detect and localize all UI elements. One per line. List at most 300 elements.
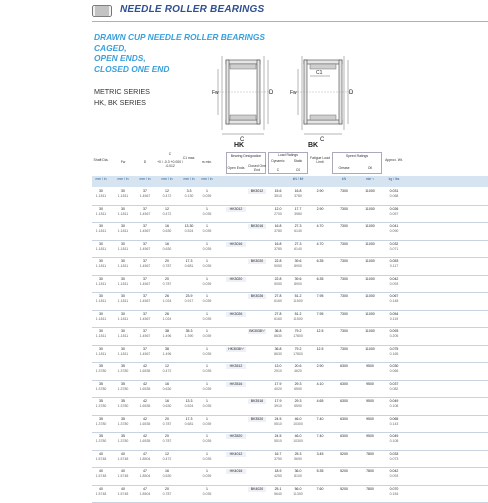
table-cell-subvalue: 1.1811 — [117, 351, 129, 356]
table-cell-oil — [358, 277, 382, 282]
table-cell-stat — [288, 224, 308, 234]
table-cell-value: 2.90 — [316, 189, 324, 193]
table-cell-oil — [358, 347, 382, 352]
unit-label: mm / in — [95, 177, 107, 181]
table-cell-open — [226, 277, 246, 282]
table-cell-grease — [332, 487, 356, 492]
table-cell-oil — [358, 259, 382, 264]
svg-text:C: C — [320, 137, 325, 143]
table-cell-value: 11000 — [365, 276, 375, 281]
table-cell-value: 9500 — [366, 434, 374, 438]
table-cell-subvalue: 0.039 — [202, 439, 212, 443]
table-cell-value: 47 — [143, 451, 147, 456]
table-cell-value: 1 — [206, 434, 208, 438]
table-cell-subvalue: 0.630 — [162, 404, 172, 408]
table-cell-d — [138, 294, 152, 304]
table-cell-subvalue: 0.524 — [184, 229, 194, 233]
table-cell-value: 47 — [143, 469, 147, 473]
table-cell-c — [156, 417, 178, 427]
table-cell-stat — [288, 242, 308, 252]
table-cell-fat — [310, 382, 330, 387]
table-cell-subvalue: 0.090 — [389, 229, 399, 233]
table-cell-value: 11000 — [365, 241, 375, 246]
table-cell-open — [226, 347, 246, 352]
table-cell-value: 4.10 — [316, 381, 324, 386]
table-cell-dyn — [268, 312, 288, 322]
table-cell-subvalue: 1.3780 — [95, 439, 107, 443]
table-cell-oil — [358, 487, 382, 492]
table-cell-value: 36.8 — [274, 346, 282, 351]
table-cell-value: 38 — [165, 329, 169, 333]
table-cell-grease — [332, 242, 356, 247]
table-cell-subvalue: 3780 — [274, 229, 282, 233]
table-cell-subvalue: 0.039 — [202, 369, 212, 373]
table-cell-subvalue: 0.039 — [202, 211, 212, 216]
table-cell-value: 40 — [121, 469, 125, 473]
svg-text:C1: C1 — [316, 70, 323, 76]
table-cell-subvalue: 0.472 — [162, 456, 172, 461]
table-cell-value: 16.7 — [274, 451, 282, 456]
table-cell-wt — [384, 189, 404, 199]
table-cell-c1 — [182, 259, 196, 269]
table-cell-subvalue: 1.8504 — [139, 474, 151, 478]
col-header-dynamic: Dynamic — [271, 159, 285, 163]
table-cell-shaft — [92, 224, 110, 234]
table-cell-open — [226, 207, 246, 212]
table-cell-subvalue: 1.5748 — [117, 456, 129, 461]
table-cell-c — [156, 364, 178, 374]
table-cell-value: 27.8 — [274, 311, 282, 316]
table-cell-shaft — [92, 312, 110, 322]
table-cell-d — [138, 382, 152, 392]
table-cell-subvalue: 1.3780 — [117, 404, 129, 408]
table-cell-fw — [116, 189, 130, 199]
table-cell-value: 6300 — [340, 434, 348, 438]
table-cell-oil — [358, 312, 382, 317]
table-cell-subvalue: 5510 — [274, 439, 282, 443]
bearing-icon — [92, 5, 112, 17]
table-cell-subvalue: 1.4567 — [139, 264, 151, 268]
table-cell-subvalue: 1.3780 — [95, 369, 107, 373]
table-cell-value: 1 — [206, 399, 208, 403]
section-title-line: CAGED, — [94, 42, 127, 53]
table-cell-subvalue: 1.390 — [184, 334, 194, 338]
table-cell-value: 37 — [143, 294, 147, 298]
table-cell-value: 35 — [99, 399, 103, 403]
table-cell-subvalue: 0.787 — [162, 264, 172, 268]
table-cell-subvalue: 0.524 — [184, 404, 194, 408]
table-cell-d — [138, 469, 152, 479]
c-dimension-label: C — [240, 137, 245, 143]
table-cell-value: 1 — [206, 189, 208, 193]
table-cell-value: 35 — [121, 434, 125, 438]
table-cell-value: 37 — [143, 329, 147, 333]
table-cell-value: 30 — [99, 311, 103, 316]
unit-label: kg / lbs — [388, 177, 400, 181]
table-cell-value: 1 — [206, 381, 208, 386]
table-cell-subvalue: 0.066 — [389, 369, 399, 373]
table-cell-value: 17.9 — [274, 399, 282, 403]
table-cell-value: 1 — [206, 241, 208, 246]
table-cell-r — [200, 452, 214, 462]
table-cell-c — [156, 294, 178, 304]
table-cell-fat — [310, 242, 330, 247]
table-cell-subvalue: 1.3780 — [117, 386, 129, 391]
table-cell-oil — [358, 242, 382, 247]
table-cell-subvalue: 0.472 — [162, 369, 172, 373]
table-cell-value: 0.032 — [389, 241, 399, 246]
table-cell-subvalue: 5050 — [274, 281, 282, 286]
table-cell-r — [200, 259, 214, 269]
table-cell-stat — [288, 382, 308, 392]
section-title-line: CLOSED ONE END — [94, 63, 170, 74]
table-cell-value: 40 — [121, 451, 125, 456]
row-divider — [92, 275, 488, 276]
table-cell-subvalue: 0.205 — [389, 334, 399, 338]
header-divider — [92, 21, 488, 22]
table-cell-subvalue: 1.4567 — [139, 334, 151, 338]
table-cell-closed — [248, 487, 266, 492]
table-cell-shaft — [92, 452, 110, 462]
table-cell-fw — [116, 259, 130, 269]
table-cell-value: BK3520 — [250, 416, 264, 421]
table-cell-stat — [288, 399, 308, 409]
table-cell-value: 24.5 — [274, 434, 282, 438]
table-cell-subvalue: 11500 — [293, 316, 303, 321]
row-divider — [92, 222, 488, 223]
table-cell-value: BK3516 — [250, 399, 264, 403]
table-cell-d — [138, 312, 152, 322]
col-header-c-tol: +0 / -0.3 +0.000 / -0.012 — [157, 160, 183, 168]
table-cell-value: 7.40 — [316, 434, 324, 438]
table-cell-oil — [358, 329, 382, 334]
table-cell-shaft — [92, 259, 110, 269]
table-cell-r — [200, 224, 214, 234]
table-cell-dyn — [268, 224, 288, 234]
table-cell-shaft — [92, 294, 110, 304]
table-cell-subvalue: 0.143 — [389, 421, 399, 426]
table-cell-value: 0.042 — [389, 469, 399, 473]
table-cell-wt — [384, 417, 404, 427]
series-line: HK, BK SERIES — [94, 98, 146, 107]
table-cell-value: 7300 — [340, 241, 348, 246]
table-cell-subvalue: 0.039 — [202, 299, 212, 303]
table-cell-subvalue: 1.1811 — [95, 351, 107, 356]
table-cell-subvalue: 1.1811 — [95, 316, 107, 321]
table-cell-dyn — [268, 417, 288, 427]
table-cell-value: 9500 — [366, 399, 374, 403]
table-cell-r — [200, 277, 214, 287]
table-cell-value: 11000 — [365, 224, 375, 228]
table-cell-value: 1 — [206, 276, 208, 281]
table-cell-subvalue: 3750 — [274, 456, 282, 461]
unit-label: mm / in — [201, 177, 213, 181]
table-cell-value: 13.30 — [184, 224, 194, 228]
table-cell-d — [138, 417, 152, 427]
table-cell-subvalue: 5640 — [274, 491, 282, 496]
table-cell-c — [156, 189, 178, 199]
table-cell-value: 4.65 — [316, 399, 324, 403]
table-cell-shaft — [92, 277, 110, 287]
table-cell-value: 1 — [206, 469, 208, 473]
table-cell-value: 1 — [206, 259, 208, 263]
bk-label: BK — [308, 142, 319, 149]
table-cell-subvalue: 8630 — [274, 351, 282, 356]
table-cell-dyn — [268, 452, 288, 462]
table-cell-subvalue: 1.4567 — [139, 194, 151, 198]
table-cell-oil — [358, 294, 382, 299]
table-cell-subvalue: 1.024 — [162, 299, 172, 303]
table-cell-dyn — [268, 469, 288, 479]
table-cell-value: 7.40 — [316, 416, 324, 421]
table-cell-value: 7300 — [340, 224, 348, 228]
table-cell-wt — [384, 364, 404, 374]
table-cell-fat — [310, 189, 330, 194]
col-header-grease: Grease — [338, 166, 350, 170]
table-cell-shaft — [92, 469, 110, 479]
table-cell-r — [200, 329, 214, 339]
table-cell-value: HK3026 — [229, 311, 243, 316]
col-header-designation: Bearing Designation — [230, 154, 262, 158]
table-cell-subvalue: 0.073 — [389, 456, 399, 461]
table-cell-r — [200, 417, 214, 427]
table-cell-grease — [332, 382, 356, 387]
table-cell-value: 30 — [99, 276, 103, 281]
table-cell-c — [156, 224, 178, 234]
table-cell-value: 30 — [121, 259, 125, 263]
table-cell-c — [156, 399, 178, 409]
table-cell-c1 — [182, 399, 196, 409]
table-cell-subvalue: 5690 — [294, 456, 302, 461]
table-cell-value: 5200 — [340, 486, 348, 491]
table-cell-subvalue: 1.496 — [162, 334, 172, 338]
table-cell-value: 7300 — [340, 259, 348, 263]
table-cell-c1 — [182, 224, 196, 234]
table-cell-value: 30 — [121, 311, 125, 316]
table-cell-open — [226, 242, 246, 247]
row-divider — [92, 362, 488, 363]
table-cell-subvalue: 3780 — [274, 246, 282, 251]
table-cell-value: 37 — [143, 346, 147, 351]
table-cell-r — [200, 364, 214, 374]
table-cell-value: 1 — [206, 451, 208, 456]
table-cell-subvalue: 1.1811 — [117, 211, 129, 216]
table-cell-grease — [332, 469, 356, 474]
table-cell-value: BK4020 — [250, 486, 264, 491]
table-cell-subvalue: 1.8504 — [139, 456, 151, 461]
table-cell-subvalue: 0.165 — [389, 351, 399, 356]
table-cell-subvalue: 4020 — [274, 386, 282, 391]
table-cell-c — [156, 259, 178, 269]
table-cell-value: 12.5 — [316, 346, 324, 351]
table-cell-wt — [384, 469, 404, 479]
table-cell-r — [200, 207, 214, 217]
table-cell-wt — [384, 277, 404, 287]
table-cell-value: 26 — [165, 294, 169, 298]
table-cell-d — [138, 207, 152, 217]
table-cell-stat — [288, 294, 308, 304]
table-cell-value: 42 — [143, 434, 147, 438]
table-cell-r — [200, 189, 214, 199]
table-cell-subvalue: 6140 — [294, 246, 302, 251]
table-cell-shaft — [92, 329, 110, 339]
table-cell-value: 42 — [143, 381, 147, 386]
table-cell-subvalue: 0.057 — [389, 211, 399, 216]
table-cell-value: BK3016 — [250, 224, 264, 228]
table-cell-value: 17.3 — [185, 259, 193, 263]
unit-label: min⁻¹ — [365, 177, 375, 181]
table-cell-value: 4.70 — [316, 241, 324, 246]
table-cell-closed — [248, 417, 266, 422]
table-cell-stat — [288, 312, 308, 322]
table-cell-subvalue: 17800 — [293, 351, 303, 356]
table-cell-shaft — [92, 487, 110, 497]
table-cell-subvalue: 1.4567 — [139, 299, 151, 303]
table-cell-dyn — [268, 294, 288, 304]
table-cell-subvalue: 4620 — [294, 369, 302, 373]
table-cell-fat — [310, 329, 330, 334]
table-cell-stat — [288, 259, 308, 269]
table-cell-d — [138, 242, 152, 252]
table-cell-value: 51.2 — [294, 294, 302, 298]
table-cell-subvalue: 0.787 — [162, 281, 172, 286]
table-cell-value: 11000 — [365, 294, 375, 298]
table-cell-value: 6.35 — [316, 276, 324, 281]
table-cell-value: 7300 — [340, 189, 348, 193]
table-cell-subvalue: 1.1811 — [95, 211, 107, 216]
table-cell-value: 13.0 — [274, 364, 282, 368]
table-cell-value: 6300 — [340, 416, 348, 421]
table-cell-dyn — [268, 329, 288, 339]
table-cell-grease — [332, 399, 356, 404]
table-cell-value: 7.95 — [316, 311, 324, 316]
table-cell-value: 39.6 — [294, 259, 302, 263]
table-cell-grease — [332, 312, 356, 317]
table-cell-shaft — [92, 189, 110, 199]
table-cell-value: 4.70 — [316, 224, 324, 228]
table-cell-dyn — [268, 189, 288, 199]
table-cell-r — [200, 347, 214, 357]
table-cell-fat — [310, 434, 330, 439]
table-cell-r — [200, 399, 214, 409]
table-cell-shaft — [92, 434, 110, 444]
table-cell-value: 7300 — [340, 346, 348, 351]
table-cell-subvalue: 6160 — [274, 316, 282, 321]
col-header-fatigue: Fatigue Load Limit — [310, 156, 330, 164]
table-cell-value: 12.0 — [274, 206, 282, 211]
table-cell-fw — [116, 382, 130, 392]
table-cell-subvalue: 8100 — [294, 474, 302, 478]
table-cell-subvalue: 1.1811 — [95, 229, 107, 233]
table-cell-value: 11000 — [365, 259, 375, 263]
row-divider — [92, 345, 488, 346]
table-cell-fat — [310, 452, 330, 457]
col-header-load: Load Ratings — [278, 153, 298, 157]
table-cell-r — [200, 434, 214, 444]
table-cell-oil — [358, 364, 382, 369]
table-cell-value: 37 — [143, 311, 147, 316]
table-cell-wt — [384, 347, 404, 357]
table-cell-fat — [310, 364, 330, 369]
table-cell-c — [156, 452, 178, 462]
table-cell-value: 37 — [143, 241, 147, 246]
table-cell-value: HK4012 — [229, 451, 243, 456]
table-cell-d — [138, 487, 152, 497]
table-cell-c1 — [182, 189, 196, 199]
table-cell-subvalue: 0.148 — [389, 299, 399, 303]
table-cell-value: 40 — [121, 486, 125, 491]
table-cell-value: 24.5 — [274, 416, 282, 421]
table-cell-subvalue: 0.039 — [202, 404, 212, 408]
table-cell-value: 30 — [121, 276, 125, 281]
table-cell-subvalue: 1.4567 — [139, 229, 151, 233]
table-cell-value: 27.3 — [294, 241, 302, 246]
table-cell-value: 13.3 — [185, 399, 193, 403]
table-cell-value: 0.026 — [389, 206, 399, 211]
table-cell-value: 40 — [99, 486, 103, 491]
table-cell-value: 1 — [206, 346, 208, 351]
table-cell-subvalue: 1.3780 — [95, 404, 107, 408]
table-cell-stat — [288, 189, 308, 199]
table-cell-value: 30 — [99, 329, 103, 333]
table-cell-value: 0.075 — [389, 346, 399, 351]
table-cell-d — [138, 452, 152, 462]
table-cell-wt — [384, 399, 404, 409]
table-cell-value: 20.6 — [294, 364, 302, 368]
table-cell-value: 30 — [99, 346, 103, 351]
unit-label: kN / lbf — [292, 177, 304, 181]
col-header-r: rs min. — [201, 160, 213, 164]
row-divider — [92, 432, 488, 433]
table-cell-value: 7300 — [340, 276, 348, 281]
table-cell-grease — [332, 434, 356, 439]
table-cell-value: 16.8 — [274, 241, 282, 246]
table-cell-grease — [332, 277, 356, 282]
table-cell-subvalue: 5050 — [274, 264, 282, 268]
table-cell-value: 0.067 — [389, 294, 399, 298]
table-cell-subvalue: 0.787 — [162, 421, 172, 426]
table-cell-value: 0.093 — [389, 329, 399, 333]
table-cell-subvalue: 1.4567 — [139, 281, 151, 286]
table-cell-r — [200, 312, 214, 322]
table-cell-subvalue: 11300 — [293, 491, 303, 496]
page-header — [92, 2, 488, 20]
table-cell-shaft — [92, 399, 110, 409]
table-cell-value: 7300 — [340, 311, 348, 316]
table-cell-c — [156, 487, 178, 497]
table-cell-d — [138, 259, 152, 269]
table-cell-wt — [384, 382, 404, 392]
table-cell-value: 11000 — [365, 346, 375, 351]
table-cell-value: 26 — [165, 311, 169, 316]
row-divider — [92, 205, 488, 206]
table-cell-value: 30 — [121, 224, 125, 228]
table-cell-c1 — [182, 329, 196, 339]
col-header-mass: Approx. Wt. — [385, 158, 403, 162]
table-cell-subvalue: 6590 — [294, 386, 302, 391]
table-cell-r — [200, 294, 214, 304]
table-cell-subvalue: 1.4567 — [139, 316, 151, 321]
table-cell-value: 27.3 — [294, 224, 302, 228]
table-cell-subvalue: 0.108 — [389, 404, 399, 408]
col-header-fw: Fw — [120, 160, 126, 164]
table-cell-value: 7.95 — [316, 294, 324, 298]
table-cell-d — [138, 277, 152, 287]
table-cell-subvalue: 1.1811 — [95, 334, 107, 338]
table-cell-value: 7800 — [366, 469, 374, 473]
table-cell-subvalue: 3510 — [274, 194, 282, 198]
table-cell-subvalue: 1.3780 — [117, 439, 129, 443]
